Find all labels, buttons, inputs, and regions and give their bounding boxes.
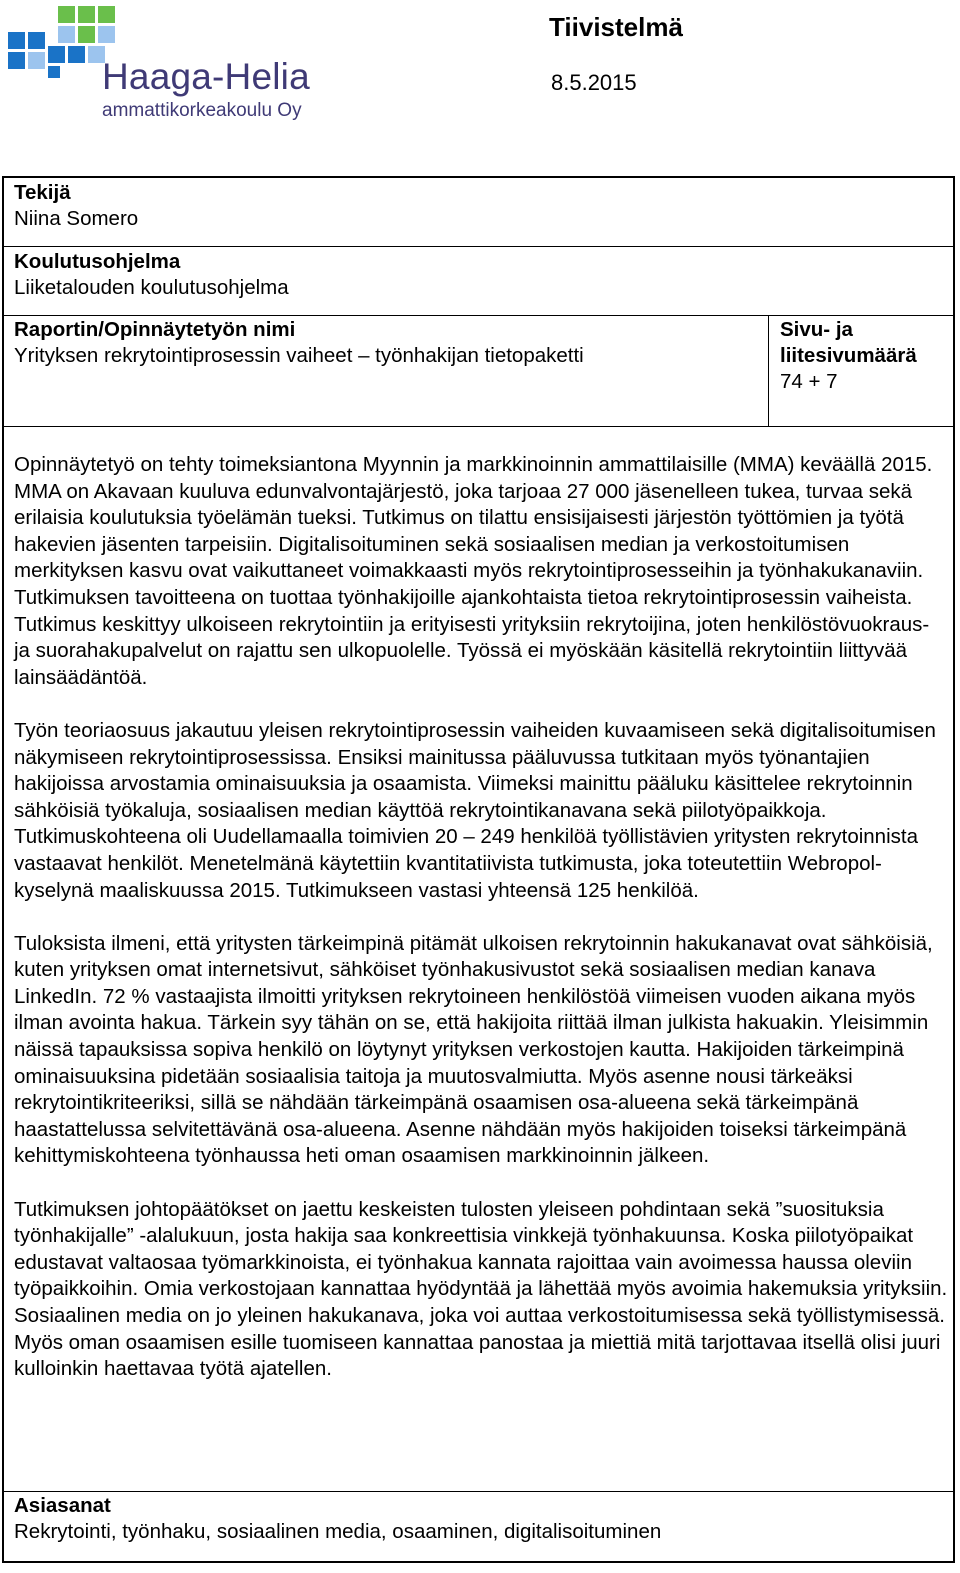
divider: [4, 315, 953, 316]
program-value: Liiketalouden koulutusohjelma: [14, 276, 289, 299]
abstract-paragraph: Tutkimuksen johtopäätökset on jaettu keskeisten tulosten yleiseen pohdintaan sekä ”suosituksia työnhakijalle” -alalukuun, josta hakija saa konkreettisia vinkkejä työnhakuunsa. Koska piilotyöpaikat edustavat valtaosaa työmarkkinoista, ei työnhakua kannata rajoittaa vain avoimessa haussa oleviin työpaikkoihin. Omia verkostojaan kannattaa hyödyntää ja lähettää myös avoimia hakemuksia yrityksiin. Sosiaalinen media on jo yleinen hakukanava, joka voi auttaa verkostoitumisessa sekä työllistymisessä. Myös oman osaamisen esille tuomiseen kannattaa panostaa ja miettiä mitä tarjottavaa itsellä olisi juuri kulloinkin haettavaa työtä ajatellen.: [14, 1197, 948, 1381]
document-title: Tiivistelmä: [549, 12, 683, 42]
page-count-value: 74 + 7: [780, 370, 838, 393]
abstract-paragraph: Työn teoriaosuus jakautuu yleisen rekrytointiprosessin vaiheiden kuvaamiseen sekä digitalisoitumisen näkymiseen rekrytointiprosessissa. Ensiksi mainitussa pääluvussa tutkitaan myös työnantajien hakijoissa arvostamia ominaisuuksia ja osaamista. Viimeksi mainittu pääluku käsittelee rekrytoinnin sähköisiä työkaluja, sosiaalisen median käyttöä rekrytointikanavana sekä piilotyöpaikkoja. Tutkimuskohteena oli Uudellamaalla toimivien 20 – 249 henkilöä työllistävien yritysten rekrytoinnista vastaavat henkilöt. Menetelmänä käytettiin kvantitatiivista tutkimusta, joka toteutettiin Webropol-kyselynä maaliskuussa 2015. Tutkimukseen vastasi yhteensä 125 henkilöä.: [14, 718, 936, 902]
keywords-label: Asiasanat: [14, 1494, 111, 1517]
abstract-form: [2, 176, 955, 1563]
author-label: Tekijä: [14, 181, 71, 204]
program-label: Koulutusohjelma: [14, 250, 181, 273]
author-value: Niina Somero: [14, 207, 139, 230]
thesis-title-value: Yrityksen rekrytointiprosessin vaiheet – työnhakijan tietopaketti: [14, 344, 584, 367]
divider: [768, 315, 769, 426]
logo-subtitle: ammattikorkeakoulu Oy: [102, 100, 302, 121]
haaga-helia-logo: [8, 6, 308, 126]
document-date: 8.5.2015: [551, 70, 637, 95]
keywords-value: Rekrytointi, työnhaku, sosiaalinen media, osaaminen, digitalisoituminen: [14, 1520, 662, 1543]
logo-name: Haaga-Helia: [102, 56, 310, 97]
page-count-label-line2: liitesivumäärä: [780, 344, 917, 367]
abstract-paragraph: Opinnäytetyö on tehty toimeksiantona Myynnin ja markkinoinnin ammattilaisille (MMA) keväällä 2015. MMA on Akavaan kuuluva edunvalvontajärjestö, joka tarjoaa 27 000 jäsenelleen tukea, turvaa sekä erilaisia koulutuksia työelämän tueksi. Tutkimus on tilattu ensisijaisesti järjestön työttömien ja työtä hakevien jäsenten tarpeisiin. Digitalisoituminen sekä sosiaalisen median ja verkostoitumisen merkityksen kasvu ovat vaikuttaneet voimakkaasti myös rekrytointiprosesseihin ja työnhakukanaviin. Tutkimuksen tavoitteena on tuottaa työnhakijoille ajankohtaista tietoa rekrytointiprosessin vaiheista. Tutkimus keskittyy ulkoiseen rekrytointiin ja erityisesti yrityksiin rekrytoijina, joten henkilöstövuokraus- ja suorahakupalvelut on rajattu sen ulkopuolelle. Työssä ei myöskään käsitellä rekrytointiin liittyvää lainsäädäntöä.: [14, 453, 933, 689]
page-count-label: Sivu- ja: [780, 318, 853, 341]
divider: [4, 246, 953, 247]
abstract-body: [14, 452, 949, 1383]
thesis-title-label: Raportin/Opinnäytetyön nimi: [14, 318, 296, 341]
divider: [4, 1491, 953, 1492]
abstract-paragraph: Tuloksista ilmeni, että yritysten tärkeimpinä pitämät ulkoisen rekrytoinnin hakukanavat ovat sähköisiä, kuten yrityksen omat internetsivut, sähköiset työnhakusivustot sekä sosiaalisen median kanava LinkedIn. 72 % vastaajista ilmoitti yrityksen rekrytoineen henkilöstöä viimeisen vuoden aikana myös ilman avointa hakua. Tärkein syy tähän on se, että hakijoita riittää ilman julkista hakuakin. Yleisimmin näissä tapauksissa sopiva henkilö on löytynyt yrityksen verkostojen kautta. Hakijoiden tärkeimpinä ominaisuuksina pidetään sosiaalisia taitoja ja muutosvalmiutta. Myös asenne nousi tärkeäksi rekrytointikriteeriksi, sillä se nähdään tärkeimpänä osaamisen osa-alueena sekä tärkeimpänä haastattelussa selvitettävänä osa-alueena. Asenne nähdään myös hakijoiden toiseksi tärkeimpänä kehittymiskohteena työnhaussa heti oman osaamisen markkinoinnin jälkeen.: [14, 931, 933, 1168]
divider: [4, 426, 953, 427]
